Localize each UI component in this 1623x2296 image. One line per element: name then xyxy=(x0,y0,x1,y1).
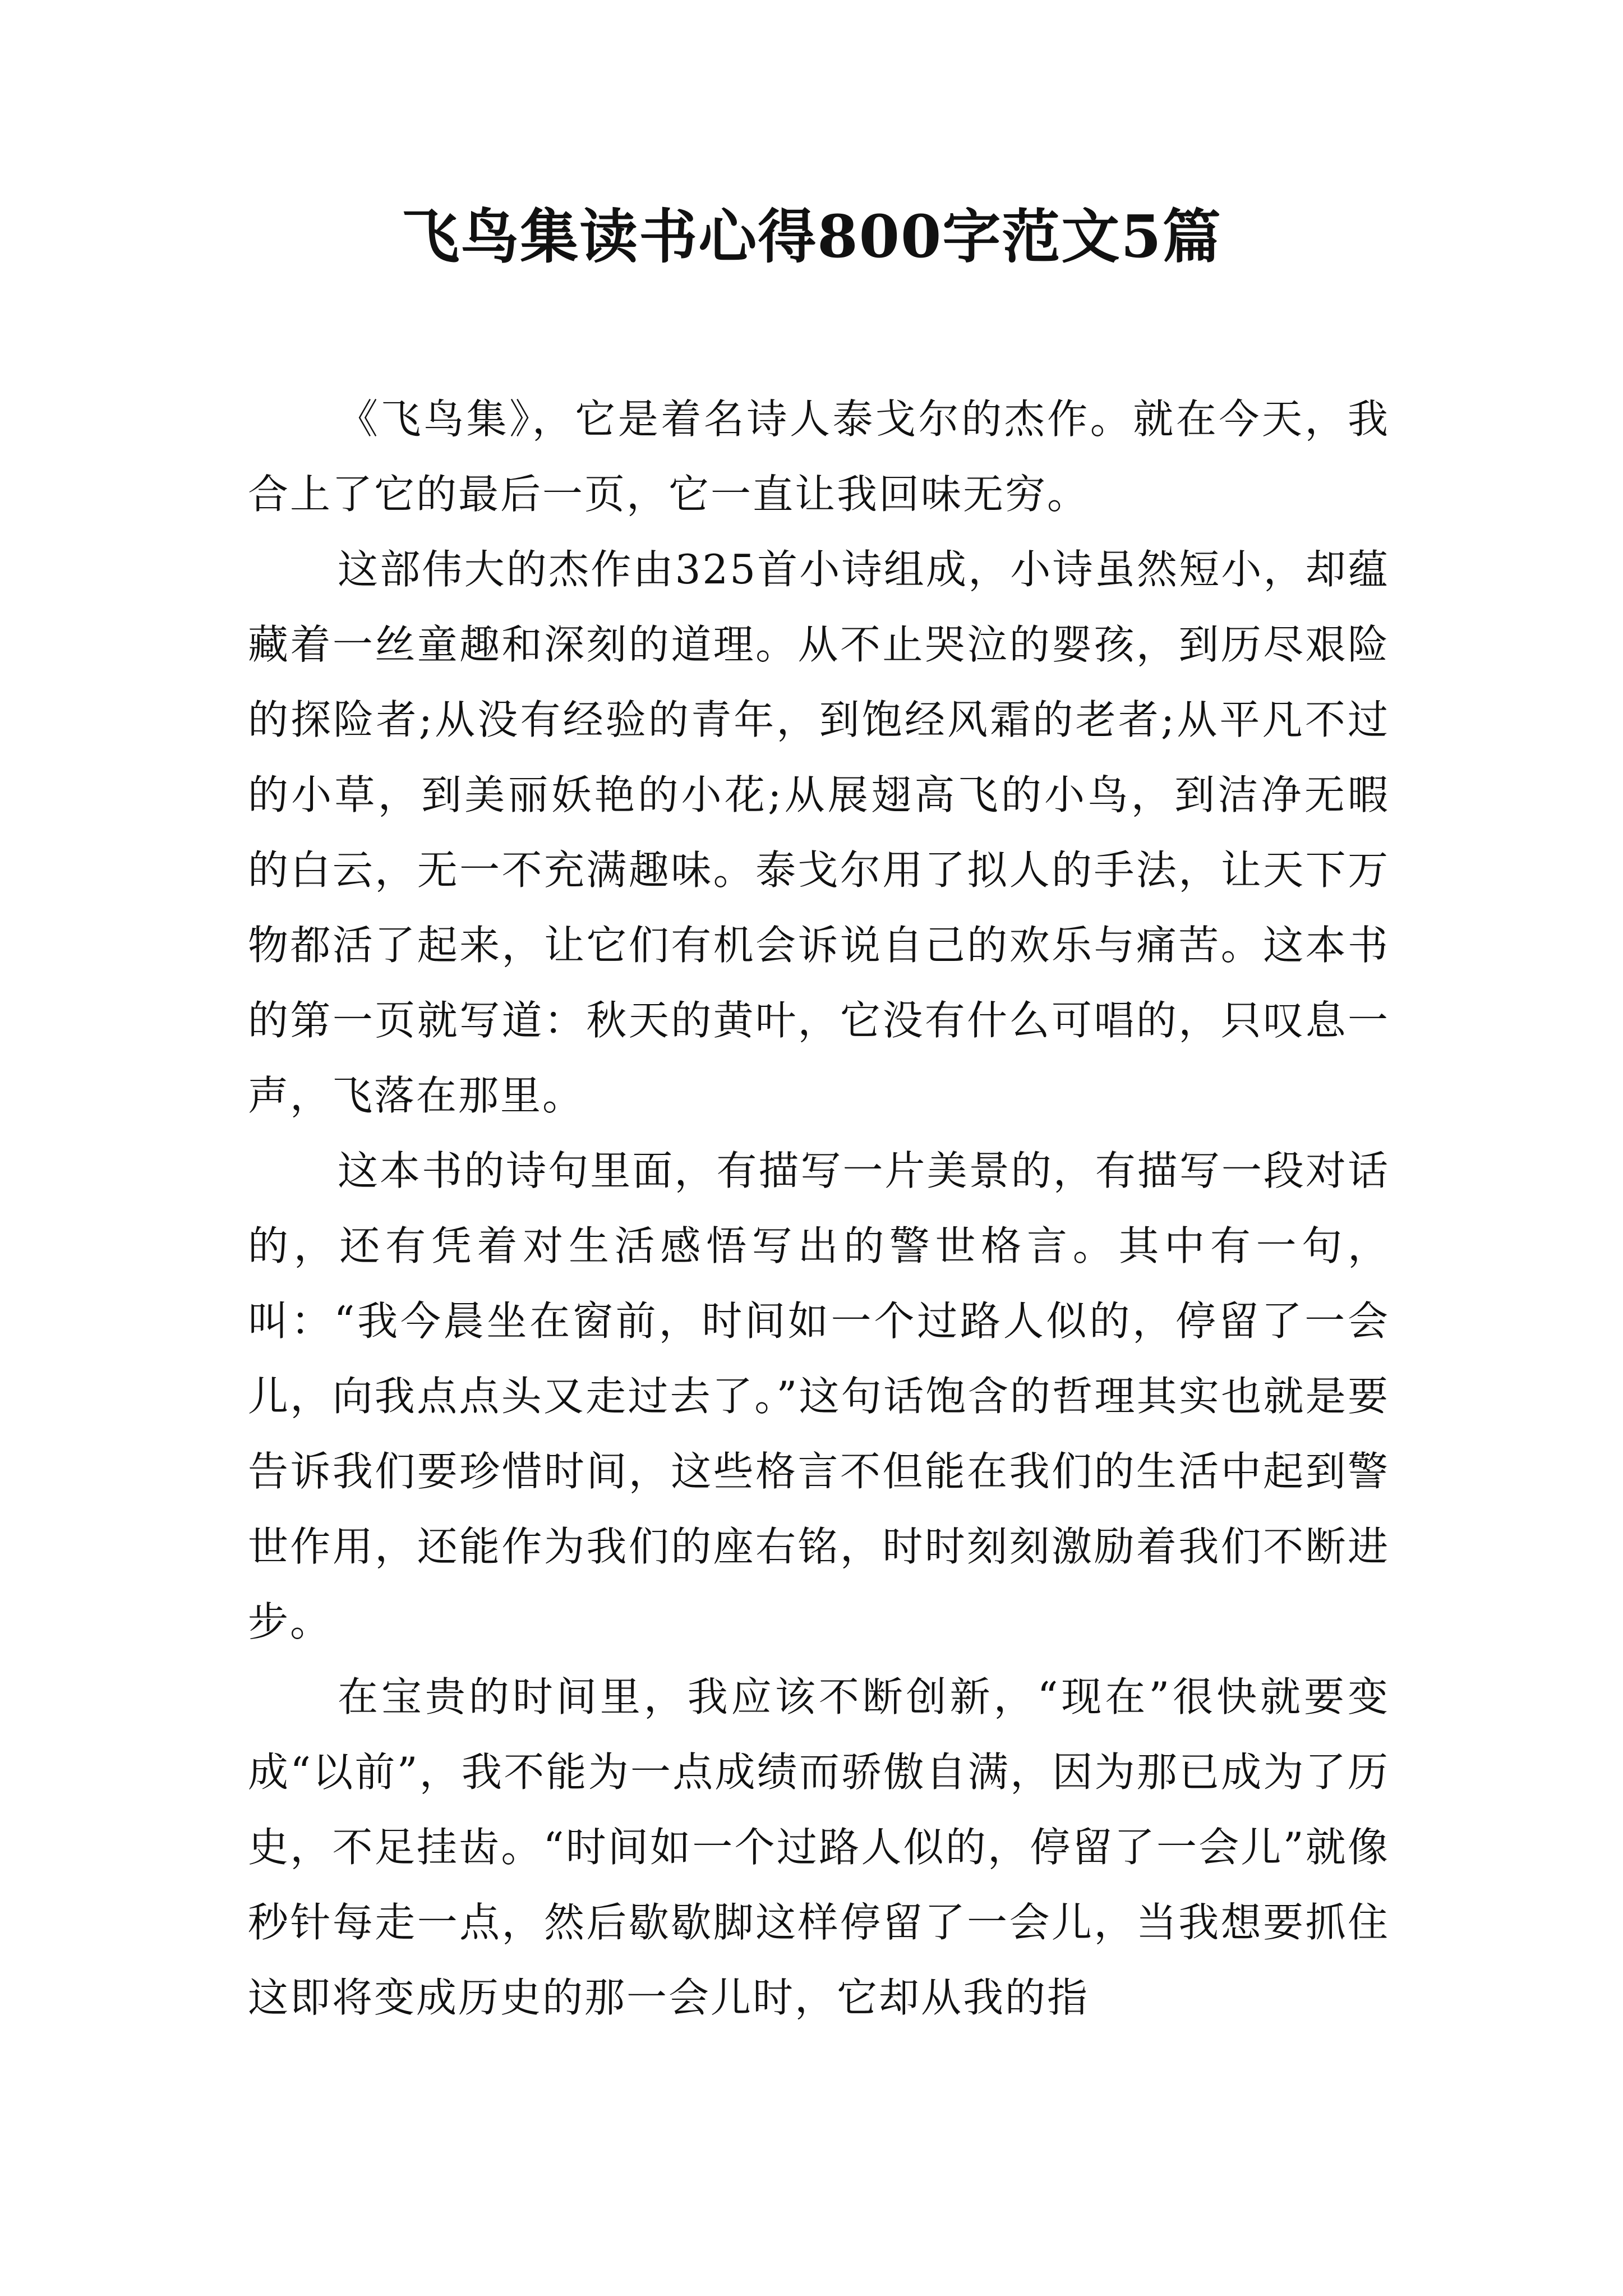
paragraph-2: 这部伟大的杰作由325首小诗组成，小诗虽然短小，却蕴藏着一丝童趣和深刻的道理。从不止哭泣的婴孩，到历尽艰险的探险者;从没有经验的青年，到饱经风霜的老者;从平凡不过的小草，到美丽妖艳的小花;从展翅高飞的小鸟，到洁净无暇的白云，无一不充满趣味。泰戈尔用了拟人的手法，让天下万物都活了起来，让它们有机会诉说自己的欢乐与痛苦。这本书的第一页就写道：秋天的黄叶，它没有什么可唱的，只叹息一声，飞落在那里。 xyxy=(248,546,1390,1119)
paragraph-1: 《飞鸟集》，它是着名诗人泰戈尔的杰作。就在今天，我合上了它的最后一页，它一直让我回味无穷。 xyxy=(248,395,1390,518)
paragraph-3: 这本书的诗句里面，有描写一片美景的，有描写一段对话的，还有凭着对生活感悟写出的警世格言。其中有一句，叫：“我今晨坐在窗前，时间如一个过路人似的，停留了一会儿，向我点点头又走过去了。”这句话饱含的哲理其实也就是要告诉我们要珍惜时间，这些格言不但能在我们的生活中起到警世作用，还能作为我们的座右铭，时时刻刻激励着我们不断进步。 xyxy=(248,1147,1390,1645)
document-body xyxy=(248,381,1390,2035)
document-title: 飞鸟集读书心得800字范文5篇 xyxy=(401,202,1222,271)
paragraph-4: 在宝贵的时间里，我应该不断创新，“现在”很快就要变成“以前”，我不能为一点成绩而骄傲自满，因为那已成为了历史，不足挂齿。“时间如一个过路人似的，停留了一会儿”就像秒针每走一点，然后歇歇脚这样停留了一会儿，当我想要抓住这即将变成历史的那一会儿时，它却从我的指 xyxy=(248,1673,1390,2021)
